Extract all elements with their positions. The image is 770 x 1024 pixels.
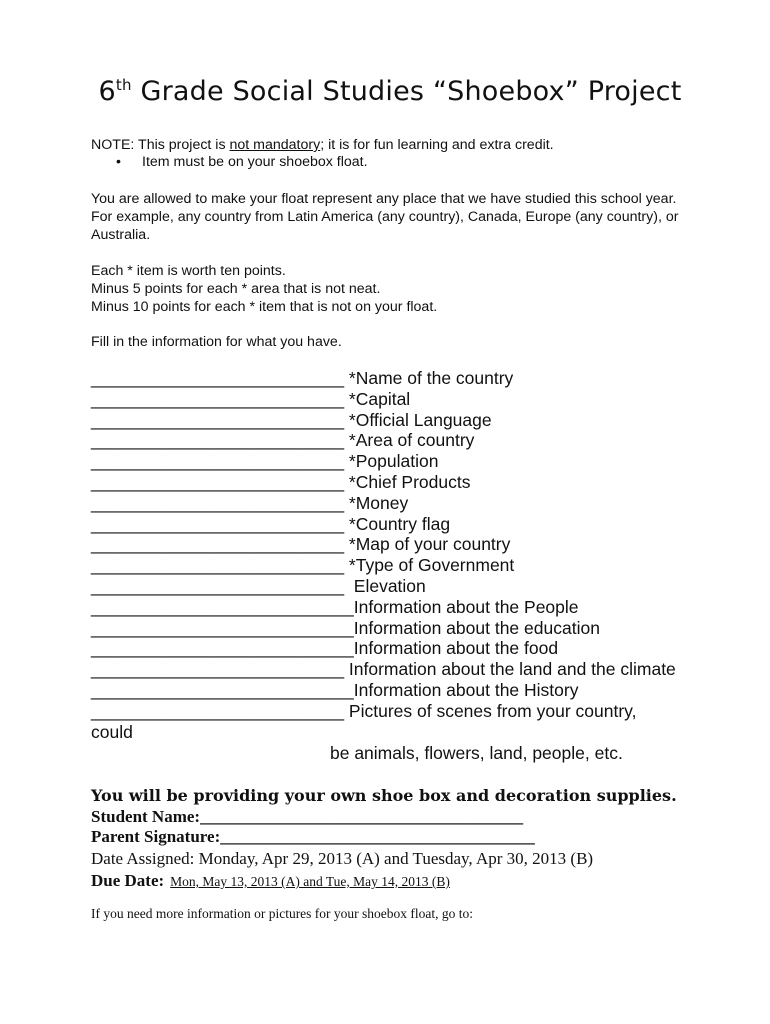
checklist-item: __________________________ *Area of country xyxy=(91,430,475,451)
fill-instruction: Fill in the information for what you have. xyxy=(91,334,342,350)
title-text: Grade Social Studies “Shoebox” Project xyxy=(131,76,682,107)
due-date-value: Mon, May 13, 2013 (A) and Tue, May 14, 2013 (B) xyxy=(170,874,450,889)
due-date-line xyxy=(91,871,450,891)
due-date-label: Due Date: xyxy=(91,871,165,890)
points-line: Minus 10 points for each * item that is not on your float. xyxy=(91,299,438,315)
date-assigned: Date Assigned: Monday, Apr 29, 2013 (A) and Tuesday, Apr 30, 2013 (B) xyxy=(91,849,594,868)
checklist-item: ___________________________Information about the People xyxy=(91,596,579,617)
checklist-item: __________________________ *Money xyxy=(91,492,409,513)
checklist-item: ___________________________Information about the education xyxy=(91,617,600,638)
note-underlined: not mandatory xyxy=(229,137,321,153)
parent-signature-text: Parent Signature:_____________________________________ xyxy=(91,827,535,846)
supplies-notice: You will be providing your own shoe box and decoration supplies. xyxy=(91,786,677,805)
more-info-text: If you need more information or pictures for your shoebox float, go to: xyxy=(91,906,474,921)
checklist-item: __________________________ Elevation xyxy=(91,575,426,596)
checklist-item: __________________________ *Type of Government xyxy=(91,555,515,576)
checklist-item: __________________________ *Capital xyxy=(91,388,411,409)
could-text: could xyxy=(91,722,133,742)
checklist-item: __________________________ Pictures of scenes from your country, xyxy=(91,700,637,721)
checklist-item: __________________________ *Official Language xyxy=(91,409,492,430)
points-block xyxy=(91,262,437,316)
checklist-item: ___________________________Information about the History xyxy=(91,679,579,700)
note-line xyxy=(91,136,554,154)
points-line: Minus 5 points for each * area that is not neat. xyxy=(91,281,381,297)
checklist-item: __________________________ *Name of the country xyxy=(91,368,514,388)
note-suffix: ; it is for fun learning and extra credit. xyxy=(320,137,554,153)
note-bullet xyxy=(116,154,368,170)
note-prefix: NOTE: This project is xyxy=(91,137,230,153)
checklist-item: __________________________ *Chief Products xyxy=(91,471,471,492)
bullet-icon: • xyxy=(116,154,121,170)
title-grade-suffix: th xyxy=(115,76,132,94)
page-title xyxy=(0,76,770,107)
checklist xyxy=(91,368,676,722)
checklist-item: __________________________ *Population xyxy=(91,451,439,472)
checklist-item: __________________________ Information about the land and the climate xyxy=(91,659,676,680)
checklist-item: __________________________ *Map of your country xyxy=(91,534,511,555)
note-bullet-text: Item must be on your shoebox float. xyxy=(142,154,368,170)
points-line: Each * item is worth ten points. xyxy=(91,263,286,279)
student-name-line: Student Name:______________________________________ xyxy=(91,807,524,826)
could-continuation: be animals, flowers, land, people, etc. xyxy=(330,743,623,763)
checklist-item: ___________________________Information about the food xyxy=(91,638,559,659)
checklist-item: __________________________ *Country flag xyxy=(91,513,451,534)
allowed-paragraph: You are allowed to make your float represent any place that we have studied this school year. For example, any country from Latin America (any country), Canada, Europe (any country), or Australia. xyxy=(91,191,679,243)
title-grade-number: 6 xyxy=(98,76,116,107)
parent-signature-line xyxy=(91,827,535,847)
